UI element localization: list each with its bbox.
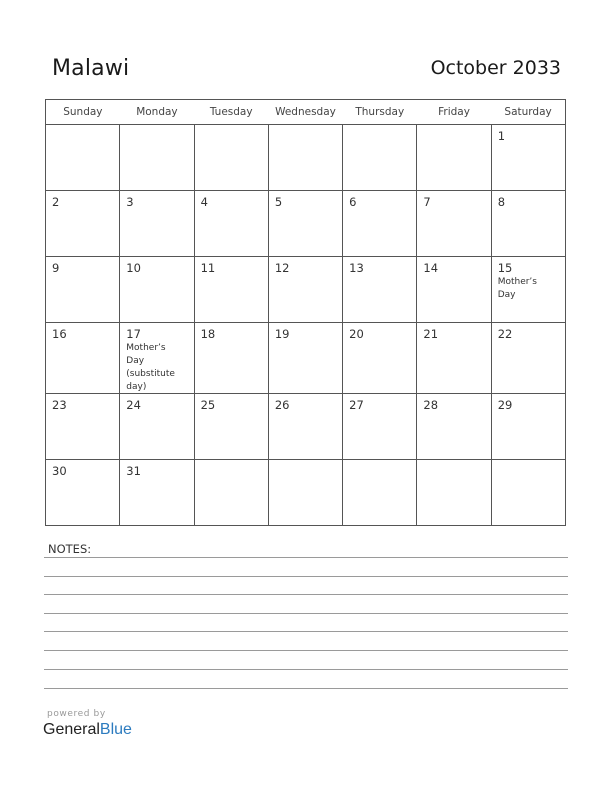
brand-blue: Blue: [99, 721, 132, 738]
day-number: [417, 460, 490, 465]
holiday-label: day): [126, 382, 147, 392]
note-line: [44, 557, 568, 558]
week-row: [46, 125, 566, 191]
generalblue-logo[interactable]: [43, 721, 132, 739]
day-cell: [343, 394, 417, 460]
weekday-header: Sunday: [46, 100, 120, 125]
day-number: 2: [52, 195, 60, 209]
day-number: [492, 460, 565, 465]
month-year-title: October 2033: [430, 57, 561, 79]
day-cell: [46, 394, 120, 460]
day-number: 27: [349, 398, 364, 412]
day-number: 20: [349, 327, 364, 341]
day-number: [195, 125, 268, 130]
day-number: 30: [52, 464, 67, 478]
brand-general: General: [43, 721, 100, 738]
note-line: [44, 669, 568, 670]
day-cell: [491, 257, 565, 323]
day-cell: [120, 125, 194, 191]
day-number: 24: [126, 398, 141, 412]
day-number: [195, 460, 268, 465]
day-number: 8: [497, 195, 506, 209]
day-number: 26: [274, 398, 290, 412]
note-line: [44, 613, 568, 614]
weekday-header: Thursday: [343, 100, 417, 125]
day-cell: [417, 257, 491, 323]
day-number: 9: [52, 261, 60, 275]
day-number: 3: [126, 195, 134, 209]
calendar-body: [46, 125, 566, 526]
holiday-label: Day: [497, 290, 516, 300]
notes-label: NOTES:: [48, 542, 92, 556]
day-cell: [491, 460, 565, 526]
day-cell: [120, 394, 194, 460]
weekday-header: Tuesday: [194, 100, 268, 125]
weekday-header: Friday: [417, 100, 491, 125]
day-cell: [417, 323, 491, 394]
day-number: 7: [423, 195, 431, 209]
day-number: 22: [497, 327, 513, 341]
day-cell: [268, 394, 342, 460]
week-row: [46, 394, 566, 460]
day-cell: [268, 257, 342, 323]
day-cell: [491, 191, 565, 257]
day-cell: [194, 257, 268, 323]
day-number: [46, 125, 119, 130]
day-number: [343, 460, 416, 465]
week-row: [46, 323, 566, 394]
weekday-header: Saturday: [491, 100, 565, 125]
weekday-header-row: [46, 100, 566, 125]
day-number: 14: [423, 261, 439, 275]
day-number: 31: [126, 464, 141, 478]
day-number: 19: [274, 327, 290, 341]
week-row: [46, 257, 566, 323]
day-cell: [120, 191, 194, 257]
day-cell: [417, 460, 491, 526]
day-number: 17: [126, 327, 141, 341]
day-number: [269, 125, 342, 130]
day-number: 5: [274, 195, 283, 209]
day-cell: [343, 323, 417, 394]
day-number: 11: [200, 261, 216, 275]
day-number: 4: [200, 195, 208, 209]
day-number: 21: [423, 327, 439, 341]
day-cell: [491, 323, 565, 394]
day-number: [269, 460, 342, 465]
weekday-header: Monday: [120, 100, 194, 125]
day-cell: [268, 323, 342, 394]
day-cell: [120, 257, 194, 323]
week-row: [46, 191, 566, 257]
day-number: 6: [349, 195, 357, 209]
note-line: [44, 576, 568, 577]
day-cell: [268, 460, 342, 526]
day-cell: [417, 394, 491, 460]
powered-by-text: powered by: [47, 709, 106, 719]
day-cell: [194, 460, 268, 526]
holiday-label: (substitute: [126, 369, 175, 379]
note-line: [44, 650, 568, 651]
day-cell: [491, 394, 565, 460]
note-line: [44, 631, 568, 632]
day-number: 28: [423, 398, 439, 412]
day-number: 18: [200, 327, 216, 341]
day-number: 12: [274, 261, 290, 275]
day-cell: [46, 460, 120, 526]
day-cell: [268, 125, 342, 191]
day-cell: [46, 257, 120, 323]
day-cell: [417, 191, 491, 257]
day-cell: [120, 323, 194, 394]
day-cell: [343, 460, 417, 526]
day-cell: [194, 394, 268, 460]
day-cell: [194, 323, 268, 394]
day-number: 10: [126, 261, 141, 275]
holiday-label: Mother’s: [126, 343, 166, 353]
day-cell: [194, 191, 268, 257]
day-cell: [268, 191, 342, 257]
day-number: [120, 125, 193, 130]
weekday-header: Wednesday: [268, 100, 342, 125]
day-cell: [46, 191, 120, 257]
day-cell: [46, 125, 120, 191]
day-number: 16: [52, 327, 67, 341]
day-number: [343, 125, 416, 130]
day-number: 13: [349, 261, 364, 275]
holiday-label: Mother’s: [497, 277, 537, 287]
day-number: 1: [497, 129, 506, 143]
holiday-label: Day: [126, 356, 145, 366]
calendar-grid: [45, 99, 566, 526]
day-number: 29: [497, 398, 513, 412]
day-cell: [417, 125, 491, 191]
country-title: Malawi: [52, 56, 130, 81]
day-cell: [343, 257, 417, 323]
day-number: 23: [52, 398, 67, 412]
day-cell: [491, 125, 565, 191]
day-number: 15: [497, 261, 513, 275]
day-cell: [120, 460, 194, 526]
note-line: [44, 688, 568, 689]
day-cell: [343, 191, 417, 257]
day-number: 25: [200, 398, 216, 412]
week-row: [46, 460, 566, 526]
day-number: [417, 125, 490, 130]
day-cell: [194, 125, 268, 191]
day-cell: [343, 125, 417, 191]
note-line: [44, 594, 568, 595]
day-cell: [46, 323, 120, 394]
